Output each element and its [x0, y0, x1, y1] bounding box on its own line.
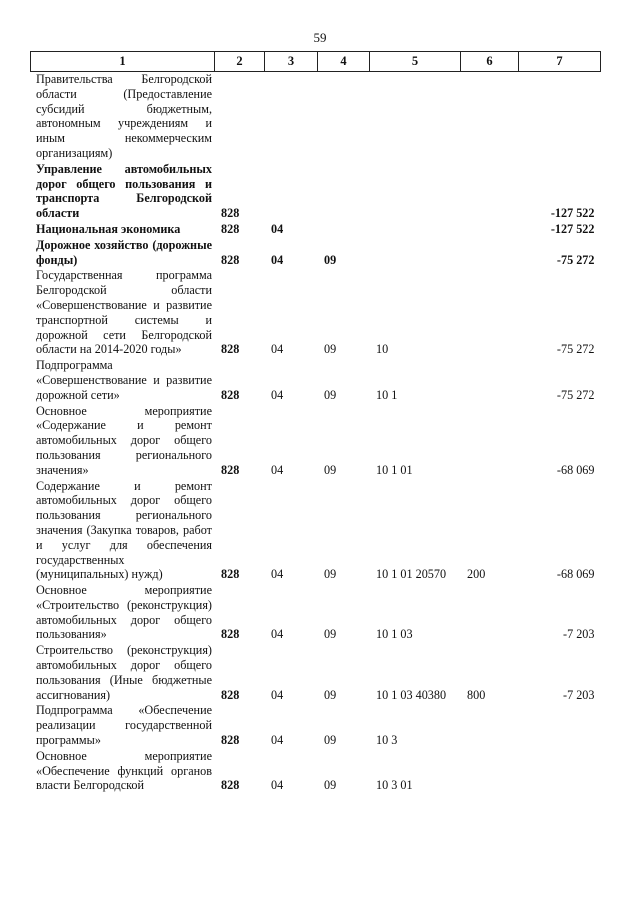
row-code-subsection: 09: [324, 387, 337, 402]
row-code-admin: 828: [221, 567, 240, 582]
row-amount: -7 203: [563, 687, 595, 702]
row-code-admin: 828: [221, 778, 240, 793]
row-code-subsection: 09: [324, 778, 337, 793]
table-row: [31, 268, 601, 358]
row-name: Дорожное хозяйство (дорожные фонды): [36, 237, 212, 267]
row-code-expense-type: [461, 222, 519, 238]
row-code-subsection: 09: [324, 462, 337, 477]
row-name: Государственная программа Белгородской области «Совершенствование и развитие транспортной системы и дорожной сети Белгородской области на 2014-2020 годы»: [36, 268, 212, 357]
row-code-expense-type: [461, 583, 519, 643]
table-row: [31, 703, 601, 748]
row-code-target: 10 1 01 20570: [376, 567, 447, 582]
row-code-admin: 828: [221, 342, 240, 357]
row-amount: -7 203: [563, 627, 595, 642]
row-code-expense-type: 800: [467, 687, 486, 702]
row-code-target: 10 3: [376, 733, 398, 748]
table-row: [31, 583, 601, 643]
row-amount: -68 069: [556, 567, 595, 582]
row-code-section: 04: [271, 778, 284, 793]
row-name: Правительства Белгородской области (Предоставление субсидий бюджетным, автономным учреждениям и иным некоммерческим организациям): [36, 72, 212, 160]
row-code-subsection: 09: [324, 342, 337, 357]
row-code-section: 04: [271, 567, 284, 582]
row-code-admin: 828: [221, 387, 240, 402]
row-code-subsection: 09: [324, 567, 337, 582]
column-header-1: 1: [31, 52, 215, 72]
row-name: Основное мероприятие «Строительство (реконструкция) автомобильных дорог общего пользования»: [36, 583, 212, 642]
row-code-expense-type: [461, 358, 519, 403]
row-name: Основное мероприятие «Содержание и ремонт автомобильных дорог общего пользования регионального значения»: [36, 403, 212, 477]
table-row: [31, 643, 601, 703]
row-name: Строительство (реконструкция) автомобильных дорог общего пользования (Иные бюджетные ассигнования): [36, 643, 212, 702]
row-code-subsection: 09: [324, 733, 337, 748]
row-code-admin: 828: [221, 462, 240, 477]
row-code-subsection: 09: [324, 687, 337, 702]
row-amount: -75 272: [556, 342, 595, 357]
row-code-expense-type: [461, 404, 519, 479]
table-header: [31, 52, 601, 72]
row-amount: -75 272: [556, 387, 595, 402]
row-code-admin: [215, 72, 265, 162]
column-header-5: 5: [370, 52, 461, 72]
row-code-target: 10 3 01: [376, 778, 413, 793]
column-header-3: 3: [265, 52, 318, 72]
row-name: Основное мероприятие «Обеспечение функций органов власти Белгородской: [36, 748, 212, 793]
row-amount: -68 069: [556, 462, 595, 477]
row-code-section: 04: [271, 733, 284, 748]
row-amount: -75 272: [556, 252, 595, 267]
row-code-target: [370, 72, 461, 162]
row-amount: [519, 72, 601, 162]
row-code-subsection: [318, 72, 370, 162]
row-code-target: [370, 238, 461, 269]
row-code-expense-type: [461, 268, 519, 358]
table-row: [31, 404, 601, 479]
row-code-expense-type: 200: [467, 567, 486, 582]
table-row: [31, 72, 601, 162]
row-name: Подпрограмма «Совершенствование и развитие дорожной сети»: [36, 358, 212, 402]
row-code-admin: 828: [221, 252, 240, 267]
row-code-target: 10 1 03: [376, 627, 413, 642]
row-code-section: 04: [271, 627, 284, 642]
row-code-admin: 828: [221, 687, 240, 702]
row-code-admin: 828: [221, 206, 240, 221]
table-body: [31, 72, 601, 795]
column-header-7: 7: [519, 52, 601, 72]
table-row: [31, 358, 601, 403]
row-code-expense-type: [461, 162, 519, 222]
table-row: [31, 479, 601, 584]
row-code-section: 04: [271, 342, 284, 357]
row-code-target: [370, 162, 461, 222]
row-code-subsection: 09: [324, 627, 337, 642]
row-amount: [519, 749, 601, 794]
row-code-admin: 828: [221, 733, 240, 748]
budget-table: [30, 51, 601, 794]
row-name: Управление автомобильных дорог общего пользования и транспорта Белгородской области: [36, 161, 212, 221]
row-code-section: 04: [271, 252, 284, 267]
column-header-6: 6: [461, 52, 519, 72]
row-code-section: 04: [271, 687, 284, 702]
row-code-target: 10 1 03 40380: [376, 687, 447, 702]
row-code-target: 10 1 01: [376, 462, 413, 477]
row-code-admin: 828: [221, 221, 240, 236]
row-code-admin: 828: [221, 627, 240, 642]
row-code-section: 04: [271, 221, 284, 236]
row-amount: -127 522: [550, 206, 595, 221]
row-code-subsection: [318, 162, 370, 222]
row-code-target: [370, 222, 461, 238]
column-header-2: 2: [215, 52, 265, 72]
row-code-expense-type: [461, 72, 519, 162]
table-row: [31, 162, 601, 222]
row-code-subsection: 09: [324, 252, 337, 267]
row-code-expense-type: [461, 749, 519, 794]
table-row: [31, 238, 601, 269]
row-name: Содержание и ремонт автомобильных дорог общего пользования регионального значения (Закупка товаров, работ и услуг для обеспечения государственных (муниципальных) нужд): [36, 478, 212, 582]
row-code-section: [265, 72, 318, 162]
row-code-section: [265, 162, 318, 222]
row-code-expense-type: [461, 238, 519, 269]
row-amount: [519, 703, 601, 748]
row-code-target: 10 1: [376, 387, 398, 402]
row-code-section: 04: [271, 462, 284, 477]
page-number: 59: [313, 30, 327, 45]
row-name: Подпрограмма «Обеспечение реализации государственной программы»: [36, 703, 212, 748]
column-header-4: 4: [318, 52, 370, 72]
row-code-subsection: [318, 222, 370, 238]
table-row: [31, 222, 601, 238]
header-row: [31, 52, 601, 72]
row-name: Национальная экономика: [36, 221, 181, 236]
row-amount: -127 522: [550, 221, 595, 236]
row-code-section: 04: [271, 387, 284, 402]
row-code-expense-type: [461, 703, 519, 748]
table-row: [31, 749, 601, 794]
row-code-target: 10: [376, 342, 389, 357]
